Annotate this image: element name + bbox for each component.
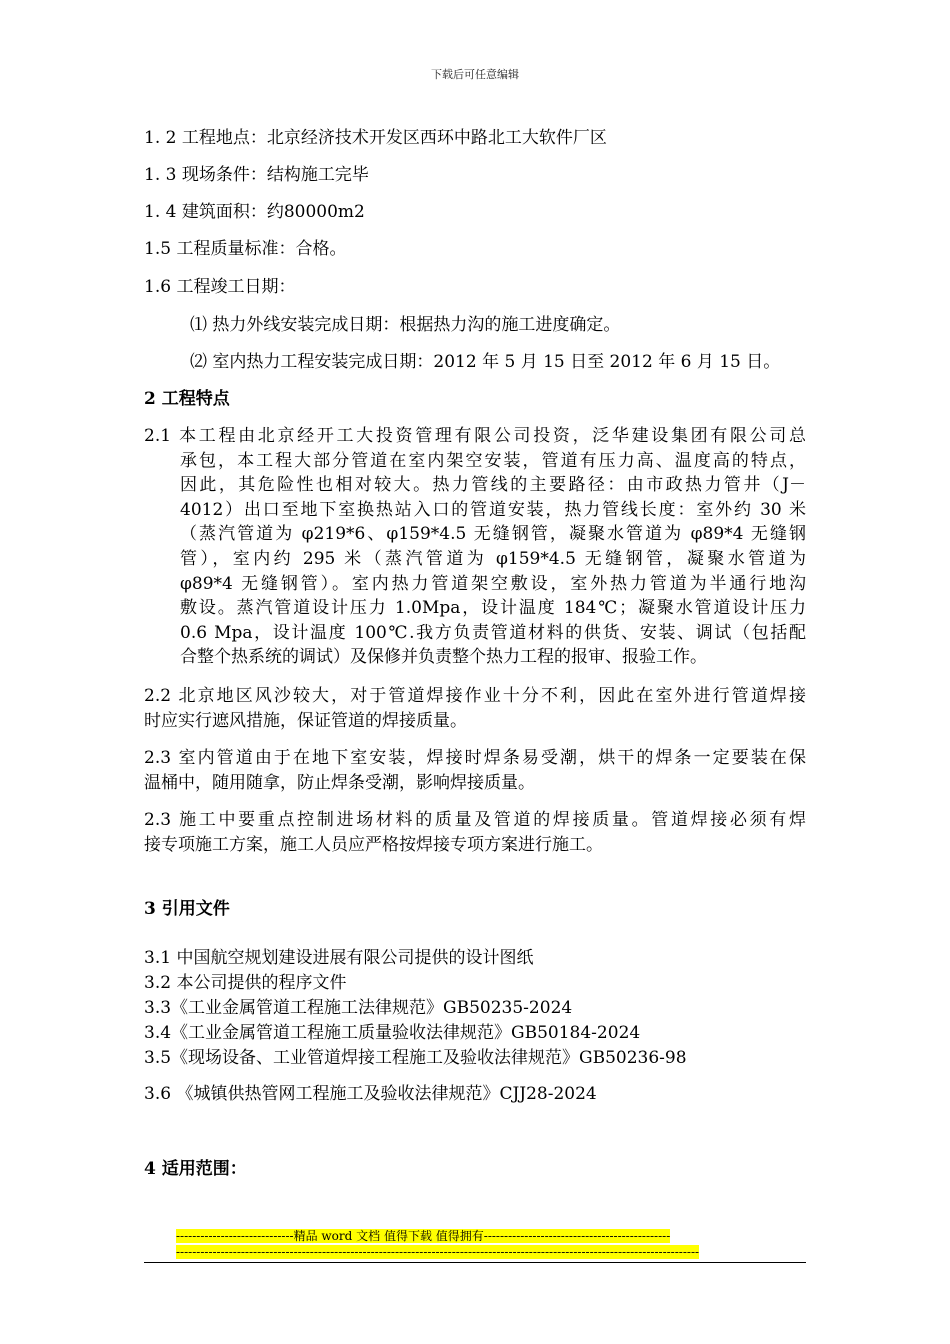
completion-sub-item-1: ⑴ 热力外线安装完成日期：根据热力沟的施工进度确定。 — [190, 315, 621, 335]
paragraph-line: 接专项施工方案，施工人员应严格按焊接专项方案进行施工。 — [144, 834, 603, 855]
reference-item: 3.4《工业金属管道工程施工质量验收法律规范》GB50184-2024 — [144, 1023, 641, 1043]
paragraph-2-3-indoor — [144, 746, 806, 795]
paragraph-line: 2.2 北京地区风沙较大，对于管道焊接作业十分不利，因此在室外进行管道焊接 — [144, 686, 806, 706]
paragraph-line: 敷设。蒸汽管道设计压力 1.0Mpa，设计温度 184℃；凝聚水管道设计压力 — [180, 598, 806, 619]
paragraph-line: 2.3 施工中要重点控制进场材料的质量及管道的焊接质量。管道焊接必须有焊 — [144, 810, 806, 830]
reference-item: 3.1 中国航空规划建设进展有限公司提供的设计图纸 — [144, 948, 534, 968]
section-3-heading: 3 引用文件 — [144, 899, 230, 919]
paragraph-line: 因此，其危险性也相对较大。热力管线的主要路径：由市政热力管井（J－ — [180, 475, 806, 496]
paragraph-line: 2.3 室内管道由于在地下室安装，焊接时焊条易受潮，烘干的焊条一定要装在保 — [144, 748, 806, 768]
paragraph-line: φ89*4 无缝钢管）。室内热力管道架空敷设，室外热力管道为半通行地沟 — [180, 573, 806, 594]
item-1-3-site-conditions: 1. 3 现场条件：结构施工完毕 — [144, 165, 369, 185]
reference-item: 3.5《现场设备、工业管道焊接工程施工及验收法律规范》GB50236-98 — [144, 1048, 687, 1068]
paragraph-line: 承包，本工程大部分管道在室内架空安装，管道有压力高、温度高的特点， — [180, 450, 806, 471]
paragraph-line: （蒸汽管道为 φ219*6、φ159*4.5 无缝钢管，凝聚水管道为 φ89*4 无缝钢 — [180, 524, 806, 545]
section-2-heading: 2 工程特点 — [144, 389, 230, 409]
footer-rule — [144, 1262, 806, 1263]
completion-sub-item-2: ⑵ 室内热力工程安装完成日期：2012 年 5 月 15 日至 2012 年 6 月 15 日。 — [190, 352, 781, 372]
reference-item: 3.2 本公司提供的程序文件 — [144, 973, 347, 993]
paragraph-2-3-control — [144, 808, 806, 857]
footer-dash-line: --------------------------------------------------------------------------------------------------------------------------------- — [176, 1245, 700, 1259]
item-1-5-quality-standard: 1.5 工程质量标准：合格。 — [144, 239, 347, 259]
footer-banner-line: -----------------------------精品 word 文档 值得下载 值得拥有---------------------------------------------- — [176, 1229, 671, 1243]
paragraph-line: 0.6 Mpa，设计温度 100℃.我方负责管道材料的供货、安装、调试（包括配 — [180, 622, 806, 643]
reference-item: 3.6 《城镇供热管网工程施工及验收法律规范》CJJ28-2024 — [144, 1084, 597, 1104]
paragraph-line: 2.1 本工程由北京经开工大投资管理有限公司投资，泛华建设集团有限公司总 — [144, 426, 806, 446]
item-1-6-completion-date: 1.6 工程竣工日期： — [144, 277, 296, 297]
section-4-heading: 4 适用范围： — [144, 1159, 247, 1179]
item-1-4-building-area: 1. 4 建筑面积：约80000m2 — [144, 202, 365, 222]
item-1-2-location: 1. 2 工程地点：北京经济技术开发区西环中路北工大软件厂区 — [144, 128, 607, 148]
paragraph-line: 合整个热系统的调试）及保修并负责整个热力工程的报审、报验工作。 — [180, 647, 707, 668]
page-header-note: 下载后可任意编辑 — [431, 68, 519, 81]
paragraph-line: 管），室内约 295 米（蒸汽管道为 φ159*4.5 无缝钢管，凝聚水管道为 — [180, 548, 806, 569]
paragraph-2-2 — [144, 684, 806, 733]
paragraph-line: 时应实行遮风措施，保证管道的焊接质量。 — [144, 710, 467, 731]
reference-item: 3.3《工业金属管道工程施工法律规范》GB50235-2024 — [144, 998, 573, 1018]
paragraph-2-1 — [144, 424, 806, 670]
paragraph-line: 温桶中，随用随拿，防止焊条受潮，影响焊接质量。 — [144, 772, 535, 793]
paragraph-line: 4012）出口至地下室换热站入口的管道安装，热力管线长度：室外约 30 米 — [180, 499, 806, 520]
